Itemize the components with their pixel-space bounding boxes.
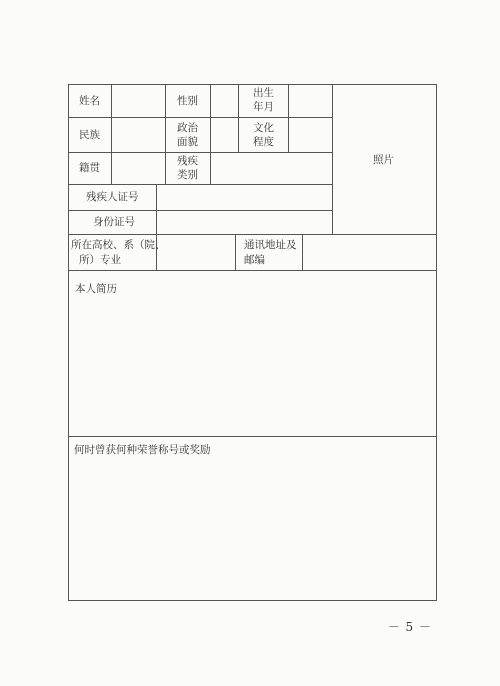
table-border-bottom (68, 600, 437, 601)
political-label-line2: 面貌 (177, 136, 198, 148)
gender-label: 性别 (177, 95, 198, 107)
education-label-line1: 文化 (253, 122, 274, 134)
political-status-field[interactable] (211, 118, 238, 152)
political-label-line1: 政治 (177, 122, 198, 134)
ethnicity-field[interactable] (112, 118, 165, 152)
birth-date-field[interactable] (289, 85, 332, 117)
photo-label: 照片 (373, 154, 394, 166)
education-label-line2: 程度 (253, 136, 274, 148)
id-card-field[interactable] (157, 211, 332, 234)
row-line-6 (68, 270, 437, 271)
id-card-label: 身份证号 (93, 216, 135, 228)
col-line-d (238, 84, 239, 152)
col-line-b (165, 84, 166, 184)
honors-field[interactable] (69, 460, 436, 600)
native-place-field[interactable] (112, 153, 165, 184)
school-label-line2: 所）专业 (79, 254, 121, 266)
honors-label: 何时曾获何种荣誉称号或奖励 (74, 444, 211, 456)
education-field[interactable] (289, 118, 332, 152)
disability-type-label-line2: 类别 (177, 169, 198, 181)
disability-type-label-line1: 残疾 (177, 155, 198, 167)
ethnicity-label: 民族 (79, 129, 100, 141)
disability-type-field[interactable] (211, 153, 332, 184)
photo-field[interactable] (333, 85, 436, 234)
birth-label-line1: 出生 (253, 87, 274, 99)
school-label-line1: 所在高校、系（院、 (71, 239, 166, 251)
disability-id-field[interactable] (157, 185, 332, 210)
native-place-label: 籍贯 (79, 162, 100, 174)
table-border-right (436, 84, 437, 600)
school-field[interactable] (157, 235, 235, 270)
name-label: 姓名 (79, 95, 100, 107)
col-line-h (235, 234, 236, 270)
address-label-line1: 通讯地址及 (244, 239, 297, 251)
address-field[interactable] (303, 235, 436, 270)
resume-field[interactable] (69, 298, 436, 436)
name-field[interactable] (112, 85, 165, 117)
page-number: － 5 － (387, 620, 432, 634)
gender-field[interactable] (211, 85, 238, 117)
disability-id-label: 残疾人证号 (86, 191, 139, 203)
row-line-7 (68, 436, 437, 437)
address-label-line2: 邮编 (244, 254, 265, 266)
resume-label: 本人简历 (75, 283, 117, 295)
birth-label-line2: 年月 (253, 101, 274, 113)
